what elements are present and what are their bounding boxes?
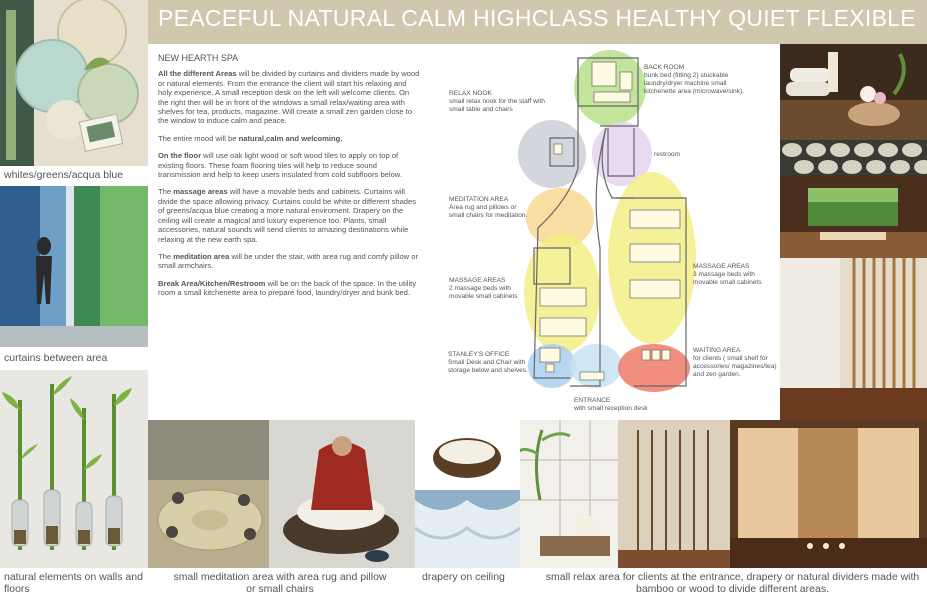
label-waiting: WAITING AREA for clients ( small shelf for accessories/ magazines/tea) and zen garden. (693, 347, 777, 378)
divider-image (618, 420, 730, 568)
label-meditation: MEDITATION AREA Area rug and pillows or small chairs for meditation. (449, 196, 528, 219)
concept-paragraph-areas: All the different Areas will be divided by curtains and dividers made by wood or natural elements. From the entrance the client will start his relaxing and holy experience. A small reception desk on the left will welcome clients. On the right ther will be in front of the windows a small relax/waiting area with shelves for tea, products, magazine. Will create a small zen garden close to the window to induce calm and peace. (158, 69, 420, 126)
palette-caption: whites/greens/acqua blue (4, 169, 124, 181)
spa-accessories-photo (780, 44, 927, 140)
drapery-photo (415, 420, 520, 568)
concept-paragraph-mood: The entire mood will be natural,calm and welcoming. (158, 133, 343, 143)
label-restroom: restroom (654, 151, 681, 158)
massage-bed (540, 318, 586, 336)
garden-view-image (780, 176, 927, 258)
concept-text (158, 54, 420, 306)
concept-paragraph-massage: The massage areas will have a movable beds and cabinets. Curtains will divide the space allowing privacy. Curtains could be white or different shades of greens/acqua blue creating a more natural enviroment. Drapery on the ceiling will create a magical and luxury experience too. Plants, small accessories, natural sounds will send clients to amazing destinations while relaxing at the new earth spa. (158, 187, 417, 244)
bamboo-room-photo (780, 258, 927, 420)
palette-swatches (0, 0, 148, 166)
label-office: STANLEY'S OFFICE Small Desk and Chair with storage below and shelves. (448, 351, 528, 374)
candle-room-image (730, 420, 927, 568)
label-relax-nook: RELAX NOOK small relax nook for the staff with small table and chairs (449, 90, 545, 113)
garden-view-photo (780, 176, 927, 258)
relax-caption: small relax area for clients at the entrance, drapery or natural dividers made with bamboo or wood to divide different areas. (545, 571, 920, 595)
meditation-room-image (148, 420, 269, 568)
divider-photo (618, 420, 730, 568)
concept-paragraph-floor: On the floor will use oak light wood or soft wood tiles to apply on top of existing floors. These foam flooring tiles will help to reduce sound transmission and help to keep users insulated from cold subfloors below. (158, 151, 402, 180)
curtains-caption: curtains between area (4, 352, 108, 364)
bamboo-photo (0, 370, 148, 568)
banner-title: PEACEFUL NATURAL CALM HIGHCLASS HEALTHY QUIET FLEXIBLE (158, 5, 916, 31)
concept-paragraph-meditation: The meditation area will be under the stair, with area rug and comfy pillow or small armchairs. (158, 251, 419, 271)
candle-room-photo (730, 420, 927, 568)
zone-relax-nook (518, 120, 586, 188)
natural-caption: natural elements on walls and floors (4, 571, 143, 595)
spa-accessories-image (780, 44, 927, 140)
armchair-photo (269, 420, 415, 568)
armchair-image (269, 420, 415, 568)
label-back-room: BACK ROOM bunk bed (fitting 2) stuckable laundry/dryer machine small kitchenette area (microwave/sink). (644, 64, 745, 95)
zone-back-room (574, 50, 646, 126)
massage-bed (630, 280, 680, 298)
pebbles-image (780, 140, 927, 176)
curtains-photo (0, 186, 148, 347)
window-lounge-photo (520, 420, 618, 568)
drapery-image (415, 420, 520, 568)
bamboo-room-image (780, 258, 927, 420)
pebbles-photo (780, 140, 927, 176)
massage-bed (630, 210, 680, 228)
palette-photo (0, 0, 148, 166)
drapery-caption: drapery on ceiling (422, 571, 505, 583)
window-lounge-image (520, 420, 618, 568)
bamboo-image (0, 370, 148, 568)
meditation-room-photo (148, 420, 269, 568)
label-entrance: ENTRANCE with small reception desk (574, 397, 648, 412)
massage-bed (540, 288, 586, 306)
curtains-image (0, 186, 148, 347)
meditation-caption: small meditation area with area rug and pillow or small chairs (173, 571, 387, 595)
concept-paragraph-break-area: Break Area/Kitchen/Restroom will be on the back of the space. In the utility room a small kitchenette area to prepare food, laundry/dryer and bunk bed. (158, 278, 417, 298)
label-massage-left: MASSAGE AREAS 2 massage beds with movable small cabinets (449, 277, 518, 300)
label-massage-right: MASSAGE AREAS 3 massage beds with movable small cabinets (693, 263, 762, 286)
massage-bed (630, 244, 680, 262)
zone-entrance (570, 344, 622, 388)
concept-title: NEW HEARTH SPA (158, 53, 239, 63)
